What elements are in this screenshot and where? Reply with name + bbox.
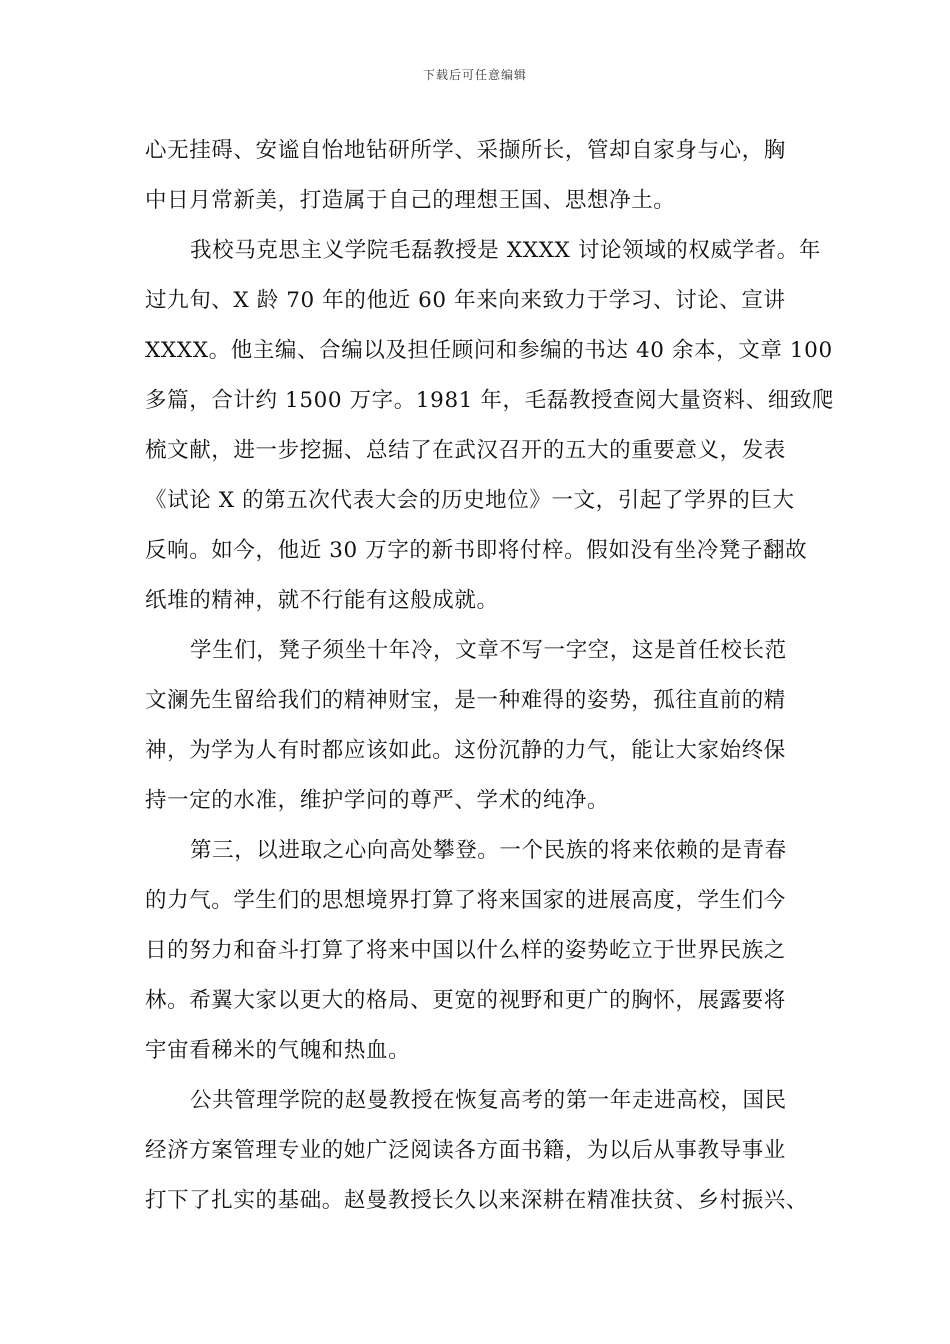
text-line: 心无挂碍、安谧自怡地钻研所学、采撷所长，管却自家身与心，胸	[145, 138, 786, 163]
text-line: 反响。如今，他近 30 万字的新书即将付梓。假如没有坐冷凳子翻故	[145, 538, 808, 563]
text-line: 公共管理学院的赵曼教授在恢复高考的第一年走进高校，国民	[190, 1088, 787, 1113]
text-line: 神，为学为人有时都应该如此。这份沉静的力气，能让大家始终保	[145, 738, 786, 763]
text-line: XXXX。他主编、合编以及担任顾问和参编的书达 40 余本，文章 100	[145, 338, 833, 363]
text-line: 持一定的水准，维护学问的尊严、学术的纯净。	[145, 788, 610, 813]
text-line: 宇宙看稊米的气魄和热血。	[145, 1038, 411, 1063]
text-line: 林。希翼大家以更大的格局、更宽的视野和更广的胸怀，展露要将	[145, 988, 786, 1013]
text-line: 学生们，凳子须坐十年冷，文章不写一字空，这是首任校长范	[190, 638, 787, 663]
document-body	[145, 126, 835, 1226]
text-line: 过九旬、X 龄 70 年的他近 60 年来向来致力于学习、讨论、宣讲	[145, 288, 786, 313]
paragraph	[145, 126, 821, 226]
text-line: 打下了扎实的基础。赵曼教授长久以来深耕在精准扶贫、乡村振兴、	[145, 1188, 809, 1213]
text-line: 多篇，合计约 1500 万字。1981 年，毛磊教授查阅大量资料、细致爬	[145, 388, 835, 413]
page-header: 下载后可任意编辑	[422, 68, 527, 82]
text-line: 的力气。学生们的思想境界打算了将来国家的进展高度，学生们今	[145, 888, 786, 913]
text-line: 经济方案管理专业的她广泛阅读各方面书籍，为以后从事教导事业	[145, 1138, 786, 1163]
paragraph	[145, 826, 821, 1076]
paragraph	[145, 1076, 821, 1226]
paragraph	[145, 226, 835, 626]
text-line: 纸堆的精神，就不行能有这般成就。	[145, 588, 499, 613]
text-line: 我校马克思主义学院毛磊教授是 XXXX 讨论领域的权威学者。年	[190, 238, 821, 263]
text-line: 《试论 X 的第五次代表大会的历史地位》一文，引起了学界的巨大	[145, 488, 795, 513]
text-line: 文澜先生留给我们的精神财宝，是一种难得的姿势，孤往直前的精	[145, 688, 786, 713]
paragraph	[145, 626, 821, 826]
text-line: 第三，以进取之心向高处攀登。一个民族的将来依赖的是青春	[190, 838, 787, 863]
text-line: 梳文献，进一步挖掘、总结了在武汉召开的五大的重要意义，发表	[145, 438, 786, 463]
text-line: 日的努力和奋斗打算了将来中国以什么样的姿势屹立于世界民族之	[145, 938, 786, 963]
text-line: 中日月常新美，打造属于自己的理想王国、思想净土。	[145, 188, 676, 213]
